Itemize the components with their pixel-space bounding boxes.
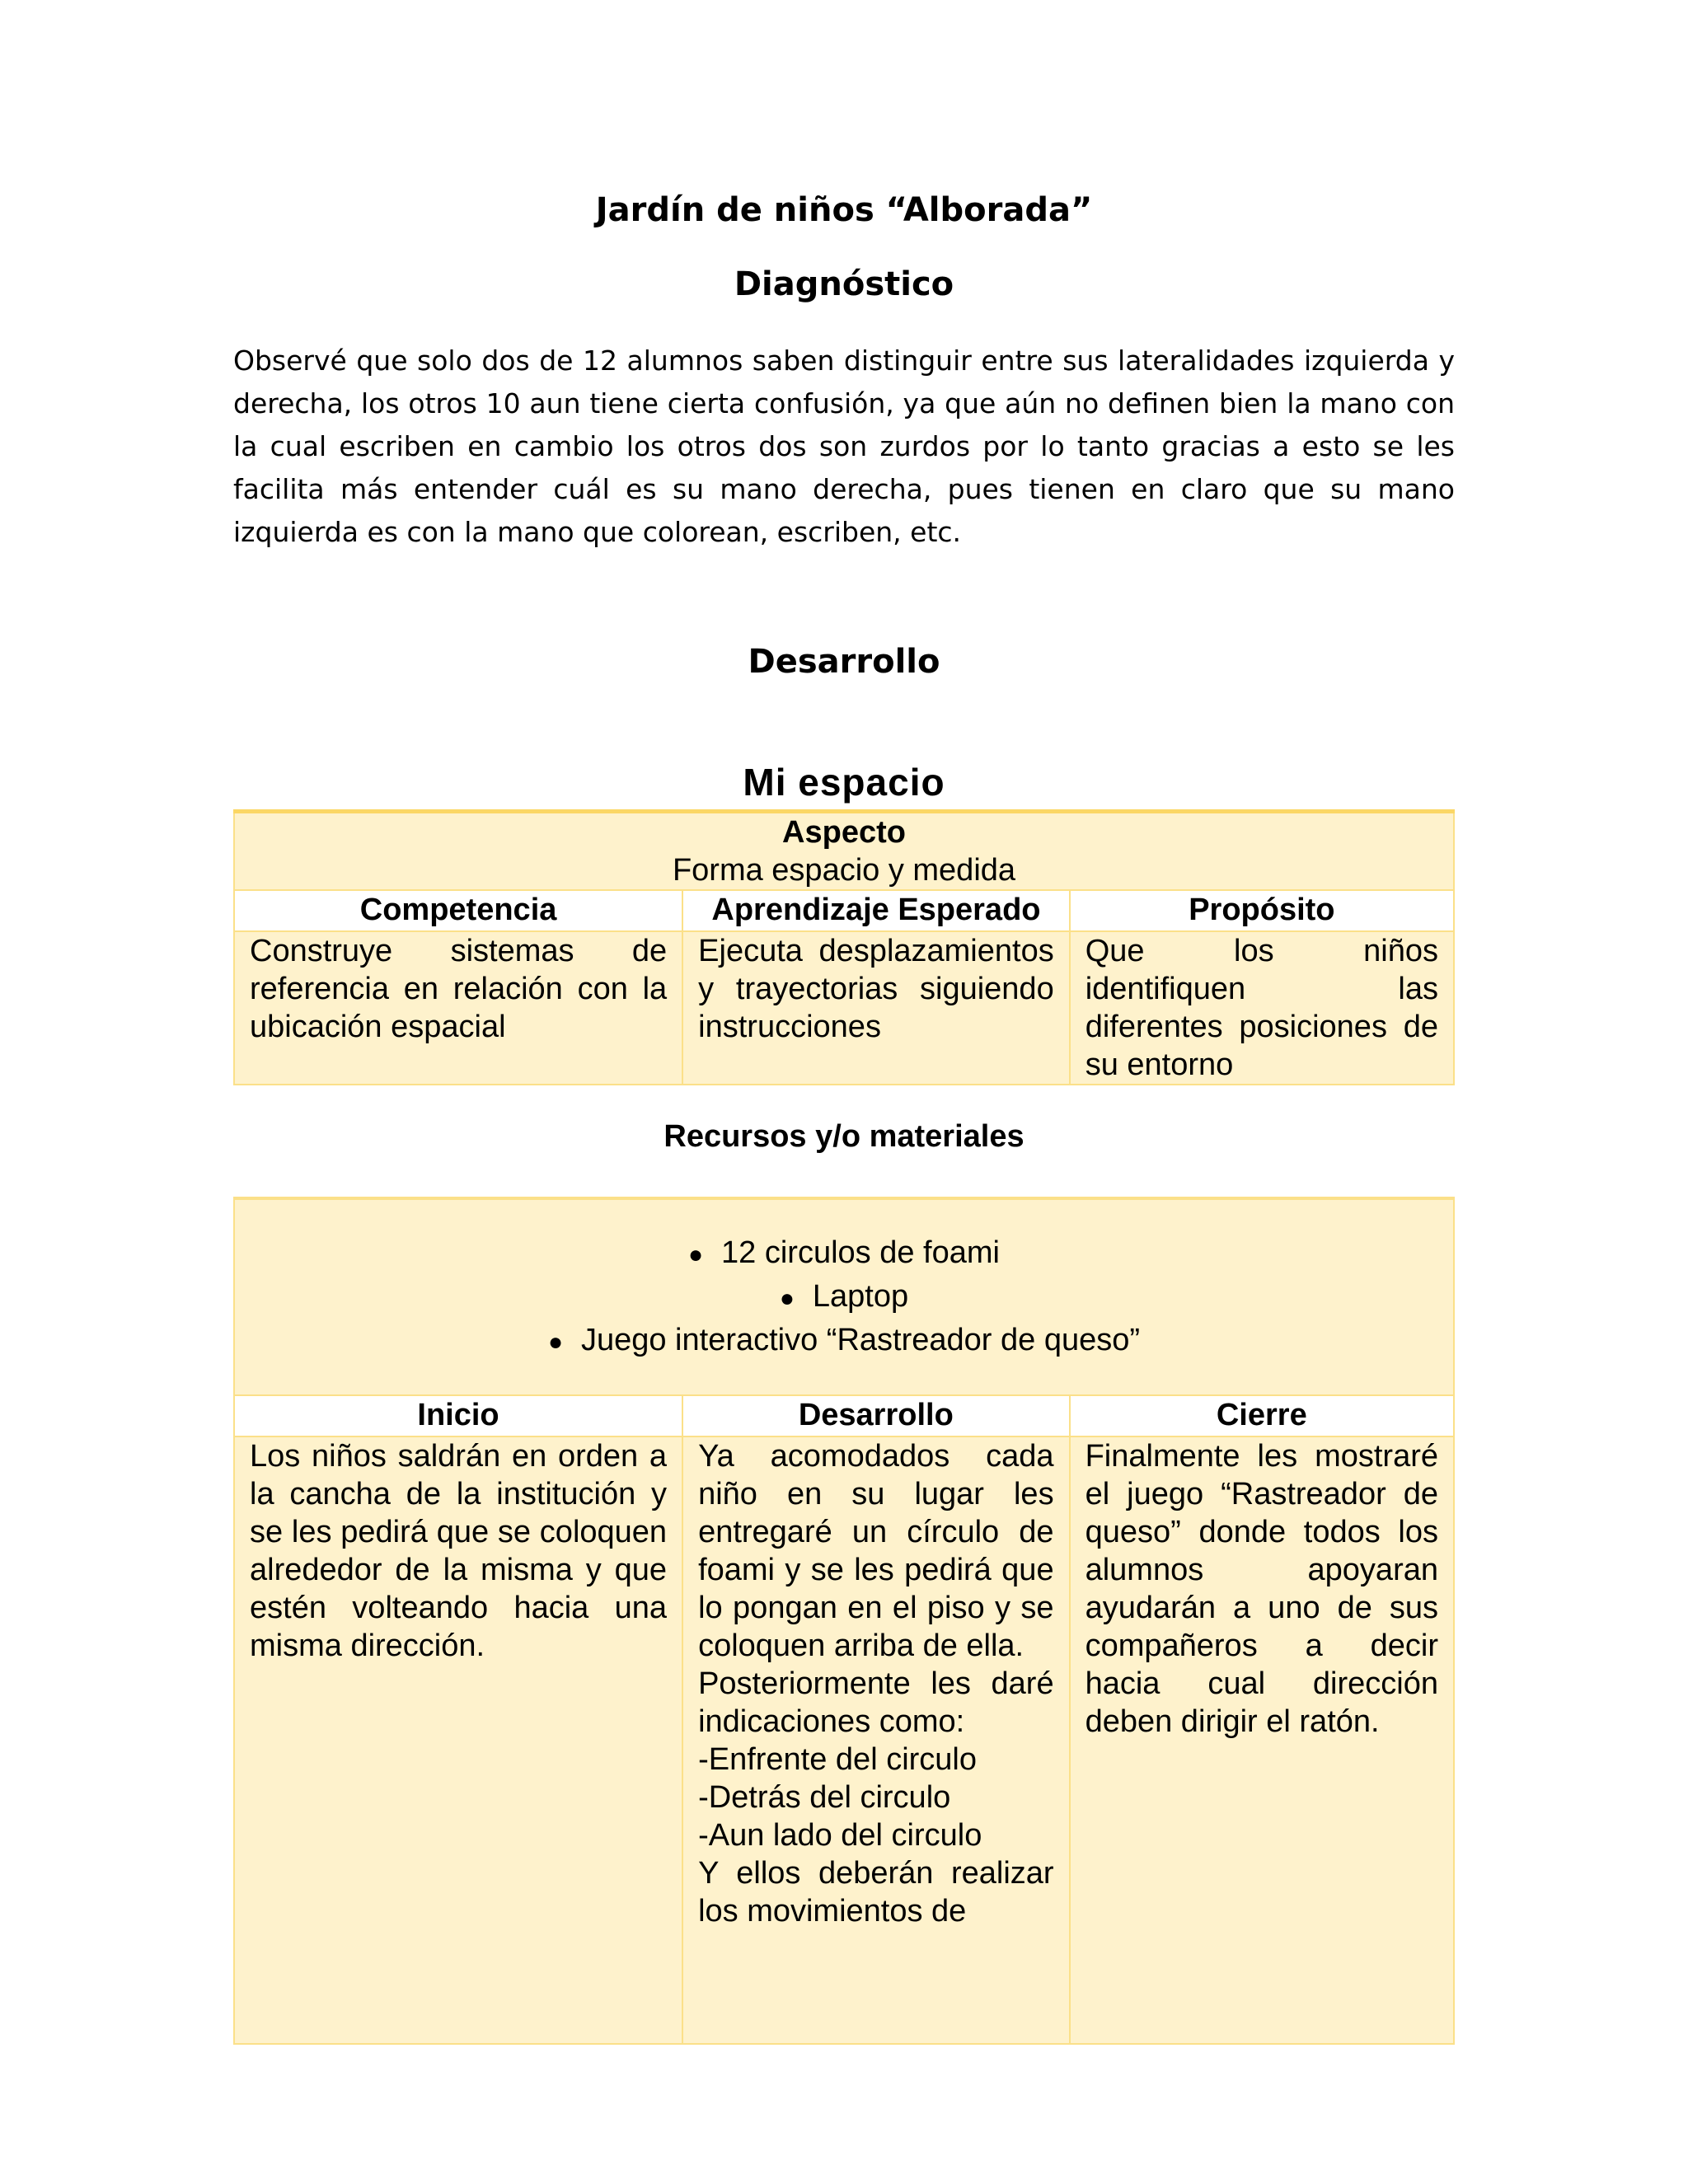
school-title: Jardín de niños “Alborada”	[595, 191, 1093, 229]
resources-list	[250, 1232, 1438, 1363]
resource-item: ● 12 circulos de foami	[250, 1232, 1438, 1276]
competencia-header: Competencia	[234, 890, 682, 931]
aspect-cell	[234, 812, 1454, 891]
desarrollo-cell	[682, 1436, 1070, 2044]
aprendizaje-header: Aprendizaje Esperado	[682, 890, 1070, 931]
inicio-header: Inicio	[234, 1395, 682, 1436]
desarrollo-step: -Detrás del circulo	[698, 1780, 951, 1815]
resource-item: ● Laptop	[250, 1276, 1438, 1319]
desarrollo-step: -Enfrente del circulo	[698, 1742, 977, 1777]
aprendizaje-cell: Ejecuta desplazamientos y trayectorias siguiendo instrucciones	[682, 931, 1070, 1085]
activity-title: Mi espacio	[743, 761, 945, 804]
bullet-icon: ●	[688, 1240, 704, 1268]
desarrollo-step: -Aun lado del circulo	[698, 1818, 982, 1853]
resource-item: ● Juego interactivo “Rastreador de queso”	[250, 1319, 1438, 1363]
bullet-icon: ●	[779, 1284, 795, 1312]
aspect-label: Aspecto	[782, 815, 906, 850]
resources-cell	[234, 1198, 1454, 1395]
development-title: Desarrollo	[748, 643, 940, 681]
desarrollo-next: Posteriormente les daré indicaciones como:	[698, 1666, 1054, 1739]
bullet-icon: ●	[547, 1328, 564, 1356]
cierre-cell: Finalmente les mostraré el juego “Rastreador de queso” donde todos los alumnos apoyaran ayudarán a uno de sus compañeros a decir hacia cual dirección deben dirigir el ratón.	[1070, 1436, 1454, 2044]
desarrollo-intro: Ya acomodados cada niño en su lugar les entregaré un círculo de foami y se les pedirá que lo pongan en el piso y se coloquen arriba de ella.	[698, 1439, 1054, 1663]
diagnostic-title: Diagnóstico	[734, 265, 954, 303]
desarrollo-header: Desarrollo	[682, 1395, 1070, 1436]
proposito-cell: Que los niños identifiquen las diferentes posiciones de su entorno	[1070, 931, 1454, 1085]
inicio-cell: Los niños saldrán en orden a la cancha de la institución y se les pedirá que se coloquen alrededor de la misma y que estén volteando hacia una misma dirección.	[234, 1436, 682, 2044]
competencia-cell: Construye sistemas de referencia en relación con la ubicación espacial	[234, 931, 682, 1085]
cierre-header: Cierre	[1070, 1395, 1454, 1436]
diagnostic-paragraph: Observé que solo dos de 12 alumnos saben distinguir entre sus lateralidades izquierda y derecha, los otros 10 aun tiene cierta confusión, ya que aún no definen bien la mano con la cual escriben en cambio los otros dos son zurdos por lo tanto gracias a esto se les facilita más entender cuál es su mano derecha, pues tienen en claro que su mano izquierda es con la mano que colorean, escriben, etc.	[233, 344, 1455, 548]
activity-table	[233, 809, 1455, 1085]
proposito-header: Propósito	[1070, 890, 1454, 931]
aspect-value: Forma espacio y medida	[672, 853, 1016, 888]
sequence-table	[233, 1197, 1455, 2045]
desarrollo-end: Y ellos deberán realizar los movimientos de	[698, 1856, 1054, 1929]
resources-title: Recursos y/o materiales	[663, 1119, 1025, 1154]
